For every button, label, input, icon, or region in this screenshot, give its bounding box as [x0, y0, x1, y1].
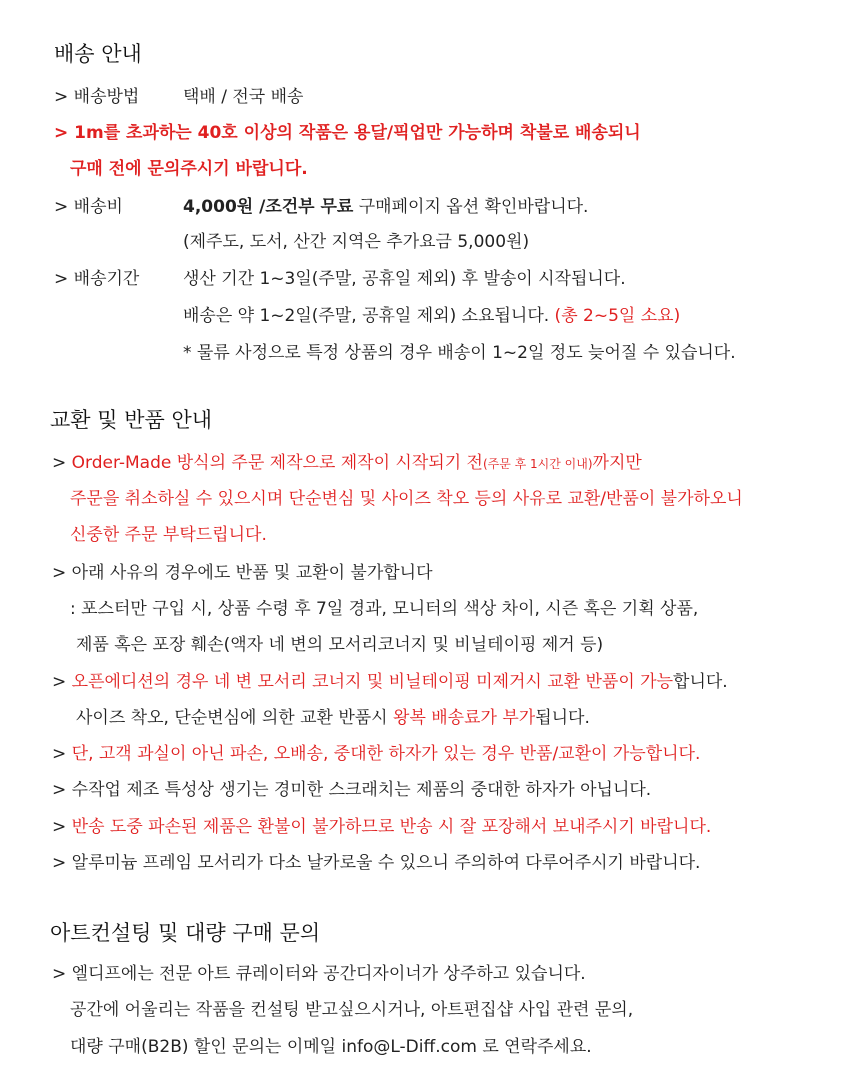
returns-line4: > 아래 사유의 경우에도 반품 및 교환이 불가합니다	[52, 563, 433, 583]
shipping-fee-extra: (제주도, 도서, 산간 지역은 추가요금 5,000원)	[183, 232, 530, 252]
shipping-fee-bold: 4,000원 /조건부 무료	[183, 197, 354, 217]
shipping-fee-line	[183, 195, 588, 219]
returns-line7	[52, 670, 728, 694]
shipping-period-total: (총 2~5일 소요)	[549, 306, 681, 326]
returns-line5: : 포스터만 구입 시, 상품 수령 후 7일 경과, 모니터의 색상 차이, 시즌 혹은 기획 상품,	[70, 599, 699, 619]
shipping-notice-line1: > 1m를 초과하는 40호 이상의 작품은 용달/픽업만 가능하며 착불로 배송되니	[54, 123, 641, 143]
returns-line3: 신중한 주문 부탁드립니다.	[70, 525, 267, 545]
returns-line8-red: 왕복 배송료가 부가	[393, 708, 536, 728]
returns-line8	[76, 706, 590, 730]
shipping-fee-label: > 배송비	[54, 197, 123, 217]
returns-line1-prefix: >	[52, 453, 72, 473]
returns-line7-red: 오픈에디션의 경우 네 변 모서리 코너지 및 비닐테이핑 미제거시 교환 반품이 가능	[71, 672, 674, 692]
returns-line6: 제품 혹은 포장 훼손(액자 네 변의 모서리코너지 및 비닐테이핑 제거 등)	[76, 635, 604, 655]
returns-line9-prefix: >	[52, 744, 72, 764]
returns-line10: > 수작업 제조 특성상 생기는 경미한 스크래치는 제품의 중대한 하자가 아닙니다.	[52, 780, 652, 800]
consulting-line1: > 엘디프에는 전문 아트 큐레이터와 공간디자이너가 상주하고 있습니다.	[52, 964, 586, 984]
consulting-line2: 공간에 어울리는 작품을 컨설팅 받고싶으시거나, 아트편집샵 사입 관련 문의,	[70, 1000, 634, 1020]
returns-line12: > 알루미늄 프레임 모서리가 다소 날카로울 수 있으니 주의하여 다루어주시기 바랍니다.	[52, 853, 701, 873]
returns-line7-prefix: >	[52, 672, 72, 692]
shipping-method-value: 택배 / 전국 배송	[183, 87, 304, 107]
returns-line9	[52, 742, 700, 766]
returns-title: 교환 및 반품 안내	[50, 408, 213, 432]
returns-line9-red: 단, 고객 과실이 아닌 파손, 오배송, 중대한 하자가 있는 경우 반품/교환이 가능합니다.	[71, 744, 701, 764]
shipping-period-line1: 생산 기간 1~3일(주말, 공휴일 제외) 후 발송이 시작됩니다.	[183, 269, 626, 289]
consulting-title: 아트컨설팅 및 대량 구매 문의	[50, 921, 321, 945]
returns-line11	[52, 815, 711, 839]
shipping-notice-line2: 구매 전에 문의주시기 바랍니다.	[70, 159, 308, 179]
returns-line11-red: 반송 도중 파손된 제품은 환불이 불가하므로 반송 시 잘 포장해서 보내주시기 바랍니다.	[71, 817, 712, 837]
shipping-period-label: > 배송기간	[54, 269, 140, 289]
returns-line7-rest: 합니다.	[673, 672, 728, 692]
shipping-period-line3: * 물류 사정으로 특정 상품의 경우 배송이 1~2일 정도 늦어질 수 있습니다.	[183, 343, 736, 363]
returns-line1	[52, 451, 642, 476]
returns-line2: 주문을 취소하실 수 있으시며 단순변심 및 사이즈 착오 등의 사유로 교환/반품이 불가하오니	[70, 489, 743, 509]
returns-line1-small: (주문 후 1시간 이내)	[482, 457, 593, 471]
returns-line8-a: 사이즈 착오, 단순변심에 의한 교환 반품시	[76, 708, 394, 728]
returns-line1-a: Order-Made 방식의 주문 제작으로 제작이 시작되기 전	[71, 453, 483, 473]
shipping-fee-rest: 구매페이지 옵션 확인바랍니다.	[353, 197, 589, 217]
shipping-period-line2	[183, 304, 680, 328]
shipping-method-label: > 배송방법	[54, 87, 140, 107]
returns-line8-b: 됩니다.	[535, 708, 590, 728]
shipping-title: 배송 안내	[54, 42, 142, 66]
consulting-line3: 대량 구매(B2B) 할인 문의는 이메일 info@L-Diff.com 로 연락주세요.	[70, 1037, 592, 1057]
returns-line1-b: 까지만	[592, 453, 642, 473]
returns-line11-prefix: >	[52, 817, 72, 837]
shipping-period-line2-text: 배송은 약 1~2일(주말, 공휴일 제외) 소요됩니다.	[183, 306, 550, 326]
